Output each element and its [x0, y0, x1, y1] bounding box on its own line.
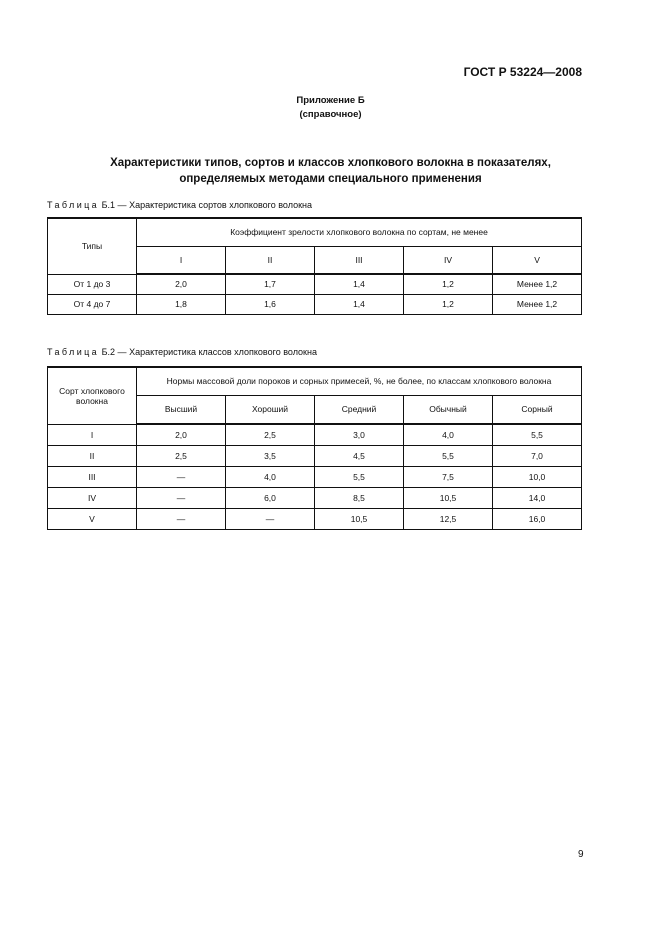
table-cell: 1,2: [404, 294, 493, 314]
standard-number: ГОСТ Р 53224—2008: [463, 65, 582, 79]
table-cell: 1,8: [137, 294, 226, 314]
table1-sort-header: II: [226, 246, 315, 274]
table2-class-header: Обычный: [404, 395, 493, 424]
table2-col-sort-header: Сорт хлопкового волокна: [48, 367, 137, 424]
table2-class-header: Средний: [315, 395, 404, 424]
table-cell: 3,5: [226, 445, 315, 466]
table-cell: 8,5: [315, 487, 404, 508]
table1-sort-header: I: [137, 246, 226, 274]
table-cell: 5,5: [404, 445, 493, 466]
table2-class-header: Хороший: [226, 395, 315, 424]
table-cell: 4,0: [404, 424, 493, 445]
page-title: [0, 155, 661, 187]
table1-number: Б.1: [101, 200, 116, 210]
table1-caption-text: Характеристика сортов хлопкового волокна: [129, 200, 313, 210]
table-cell: —: [137, 466, 226, 487]
table1-sort-header: V: [493, 246, 582, 274]
table2-sort-cell: II: [48, 445, 137, 466]
table1-col-types-header: Типы: [48, 218, 137, 274]
table-row: [48, 487, 582, 508]
table-row: [48, 445, 582, 466]
appendix-label: Приложение Б: [296, 95, 365, 106]
table-cell: 1,2: [404, 274, 493, 294]
table-cell: 1,6: [226, 294, 315, 314]
table-row: [48, 294, 582, 314]
page-title-line-2: определяемых методами специального применения: [179, 173, 482, 185]
table-row: [48, 274, 582, 294]
table-cell: 5,5: [315, 466, 404, 487]
table1-type-cell: От 1 до 3: [48, 274, 137, 294]
table2-prefix: Таблица: [47, 347, 100, 357]
table-cell: 5,5: [493, 424, 582, 445]
table-cell: 1,7: [226, 274, 315, 294]
table-cell: Менее 1,2: [493, 294, 582, 314]
table-cell: 2,5: [226, 424, 315, 445]
table2-sort-cell: IV: [48, 487, 137, 508]
appendix-heading: [0, 94, 661, 122]
table-cell: 2,0: [137, 274, 226, 294]
table-cell: 10,5: [315, 508, 404, 529]
table1-prefix: Таблица: [47, 200, 100, 210]
table-cell: 14,0: [493, 487, 582, 508]
table-cell: 3,0: [315, 424, 404, 445]
table-cell: Менее 1,2: [493, 274, 582, 294]
table2-class-header: Высший: [137, 395, 226, 424]
table1-header-row: [48, 218, 582, 246]
table2-number: Б.2: [101, 347, 116, 357]
table2-sort-cell: V: [48, 508, 137, 529]
table2-group-header: Нормы массовой доли пороков и сорных примесей, %, не более, по классам хлопкового волокна: [137, 367, 582, 395]
table-cell: 1,4: [315, 274, 404, 294]
appendix-note: (справочное): [299, 109, 362, 120]
table2-sort-cell: III: [48, 466, 137, 487]
table-sort-characteristics: [47, 217, 582, 315]
table-cell: 1,4: [315, 294, 404, 314]
table-cell: 10,5: [404, 487, 493, 508]
table1-caption: [47, 200, 312, 210]
table-cell: 12,5: [404, 508, 493, 529]
table2-class-header: Сорный: [493, 395, 582, 424]
table-row: [48, 424, 582, 445]
table1-type-cell: От 4 до 7: [48, 294, 137, 314]
table-cell: 7,5: [404, 466, 493, 487]
table1-sort-header: III: [315, 246, 404, 274]
table-cell: —: [137, 508, 226, 529]
table-cell: 2,0: [137, 424, 226, 445]
table-row: [48, 508, 582, 529]
table-cell: —: [137, 487, 226, 508]
table-row: [48, 466, 582, 487]
table-cell: 7,0: [493, 445, 582, 466]
page-title-line-1: Характеристики типов, сортов и классов хлопкового волокна в показателях,: [110, 157, 551, 169]
table2-dash: —: [117, 347, 127, 357]
table-cell: 4,5: [315, 445, 404, 466]
table-cell: 2,5: [137, 445, 226, 466]
table-class-characteristics: [47, 366, 582, 530]
page-number: 9: [578, 849, 584, 860]
table-cell: 10,0: [493, 466, 582, 487]
table1-group-header: Коэффициент зрелости хлопкового волокна по сортам, не менее: [137, 218, 582, 246]
table2-caption: [47, 347, 317, 357]
table2-caption-text: Характеристика классов хлопкового волокна: [129, 347, 317, 357]
table-cell: 16,0: [493, 508, 582, 529]
table1-dash: —: [117, 200, 127, 210]
table-cell: 6,0: [226, 487, 315, 508]
table1-sort-header: IV: [404, 246, 493, 274]
table-cell: 4,0: [226, 466, 315, 487]
table2-sort-cell: I: [48, 424, 137, 445]
table-cell: —: [226, 508, 315, 529]
table2-header-row: [48, 367, 582, 395]
